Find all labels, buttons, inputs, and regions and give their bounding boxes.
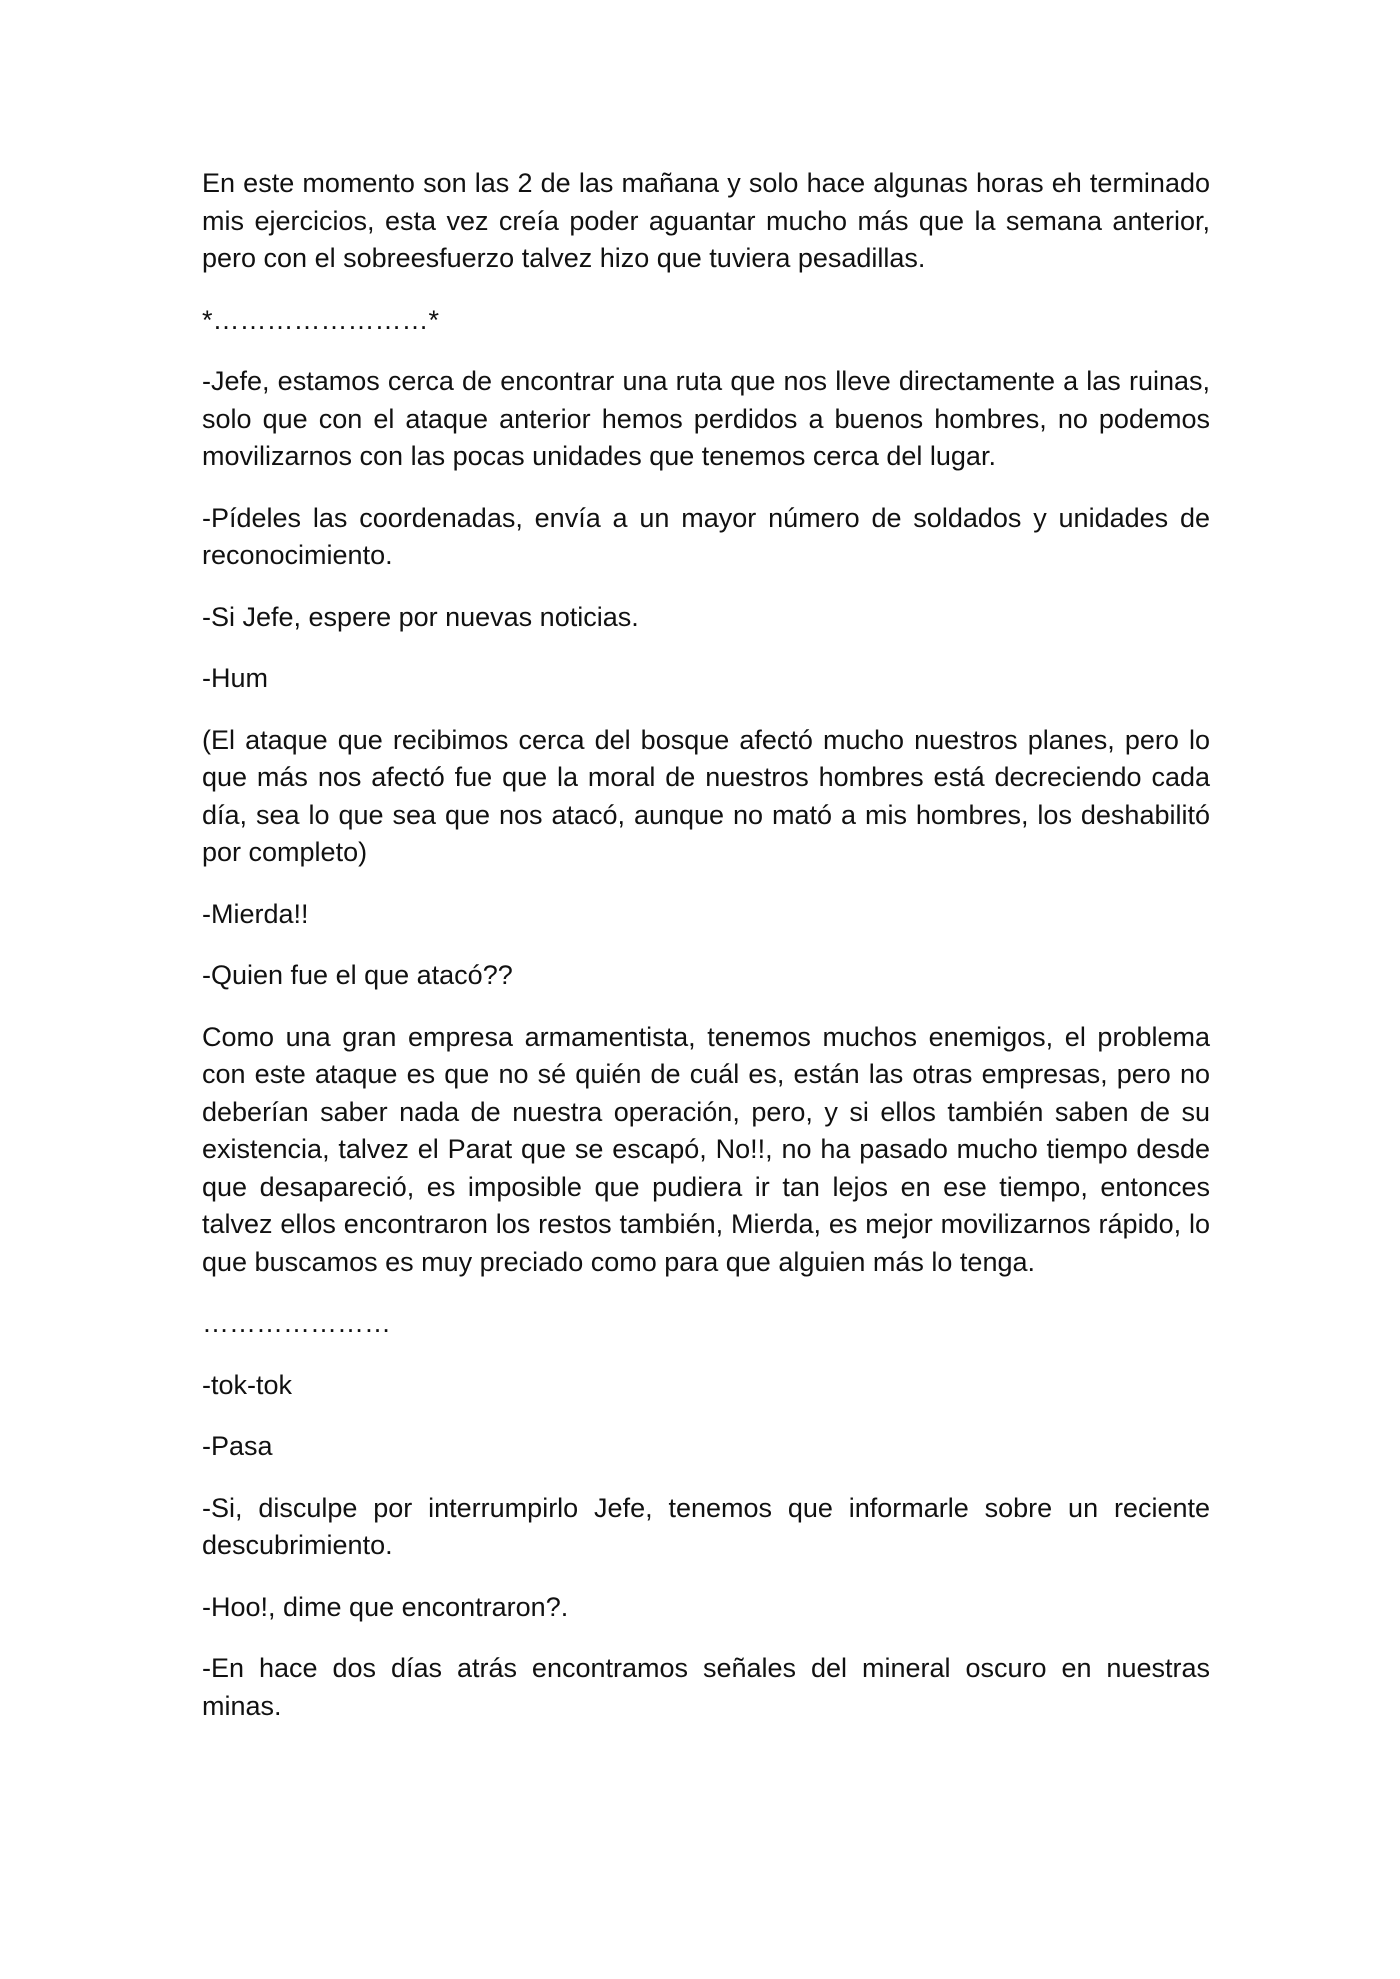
paragraph-dialogue-question: -Quien fue el que atacó?? bbox=[202, 960, 513, 990]
paragraph-dialogue-tell-me: -Hoo!, dime que encontraron?. bbox=[202, 1591, 569, 1622]
paragraph-dialogue-enter: -Pasa bbox=[202, 1431, 273, 1461]
paragraph-thought-attack: (El ataque que recibimos cerca del bosque afectó mucho nuestros planes, pero lo que más nos afectó fue que la moral de nuestros hombres está decreciendo cada día, sea lo que sea que nos atacó, aunque no mató a mis hombres, los deshabilitó por completo) bbox=[202, 724, 1210, 867]
paragraph-dialogue-mineral: -En hace dos días atrás encontramos señales del mineral oscuro en nuestras minas. bbox=[202, 1653, 1210, 1721]
paragraph-dialogue-exclamation: -Mierda!! bbox=[202, 898, 309, 929]
paragraph-knock: -tok-tok bbox=[202, 1369, 293, 1400]
paragraph-dialogue-discovery: -Si, disculpe por interrumpirlo Jefe, tenemos que informarle sobre un reciente descubrimiento. bbox=[202, 1492, 1210, 1560]
scene-separator: *……………………* bbox=[202, 304, 440, 335]
section-ellipsis: ………………… bbox=[202, 1308, 391, 1338]
paragraph-dialogue-route: -Jefe, estamos cerca de encontrar una ruta que nos lleve directamente a las ruinas, solo que con el ataque anterior hemos perdidos a buenos hombres, no podemos movilizarnos con las pocas unidades que tenemos cerca del lugar. bbox=[202, 366, 1210, 471]
paragraph-narration-enemies: Como una gran empresa armamentista, tenemos muchos enemigos, el problema con este ataque es que no sé quién de cuál es, están las otras empresas, pero no deberían saber nada de nuestra operación, pero, y si ellos también saben de su existencia, talvez el Parat que se escapó, No!!, no ha pasado mucho tiempo desde que desapareció, es imposible que pudiera ir tan lejos en ese tiempo, entonces talvez ellos encontraron los restos también, Mierda, es mejor movilizarnos rápido, lo que buscamos es muy preciado como para que alguien más lo tenga. bbox=[202, 1021, 1210, 1277]
paragraph-dialogue-hum: -Hum bbox=[202, 663, 268, 693]
paragraph-dialogue-news: -Si Jefe, espere por nuevas noticias. bbox=[202, 601, 639, 632]
document-body bbox=[202, 165, 1210, 1749]
paragraph-intro: En este momento son las 2 de las mañana y solo hace algunas horas eh terminado mis ejercicios, esta vez creía poder aguantar mucho más que la semana anterior, pero con el sobreesfuerzo talvez hizo que tuviera pesadillas. bbox=[202, 168, 1210, 273]
paragraph-dialogue-coordinates: -Pídeles las coordenadas, envía a un mayor número de soldados y unidades de reconocimiento. bbox=[202, 502, 1210, 570]
